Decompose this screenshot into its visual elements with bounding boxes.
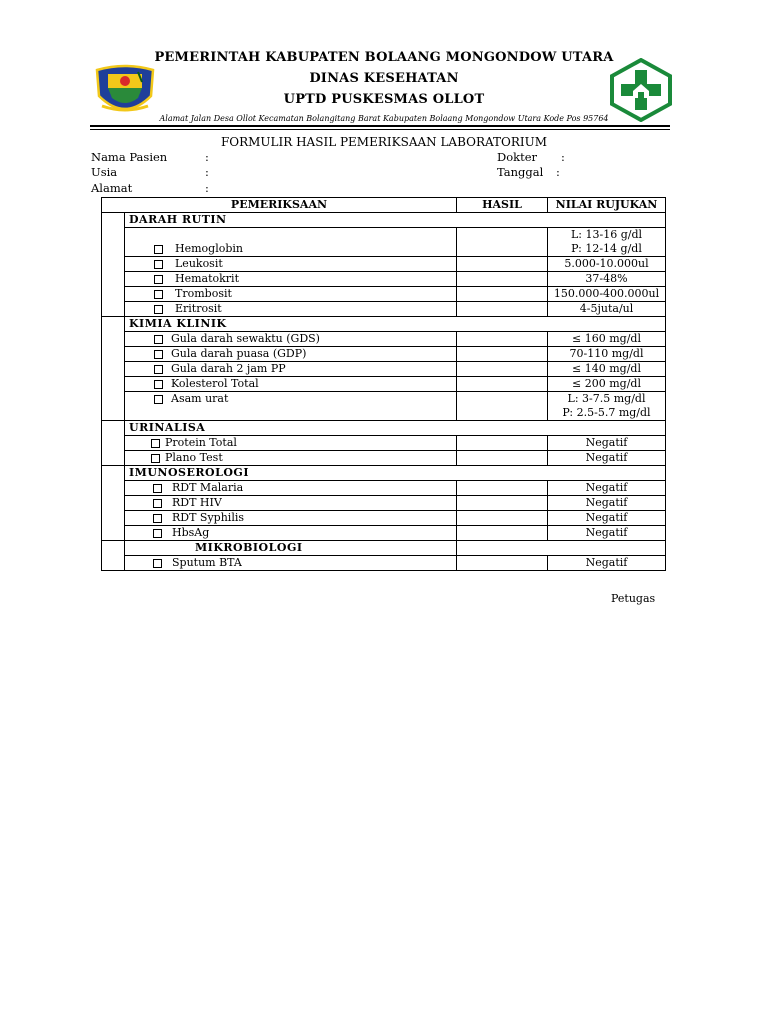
- checkbox[interactable]: [151, 439, 160, 448]
- result-cell[interactable]: [457, 511, 548, 526]
- checkbox[interactable]: [154, 245, 163, 254]
- reference-value: P: 2.5-5.7 mg/dl: [562, 406, 651, 419]
- test-name: Asam urat: [171, 392, 229, 405]
- table-row: [102, 556, 666, 571]
- test-name: RDT Malaria: [172, 481, 244, 494]
- table-row: [102, 272, 666, 287]
- result-cell[interactable]: [457, 362, 548, 377]
- table-row: [102, 526, 666, 541]
- result-cell[interactable]: [457, 347, 548, 362]
- reference-value: Negatif: [548, 436, 666, 451]
- test-name: Hemoglobin: [175, 242, 243, 255]
- header-hasil: HASIL: [457, 198, 548, 213]
- agency-line-2: DINAS KESEHATAN: [309, 71, 459, 86]
- reference-value: Negatif: [548, 511, 666, 526]
- reference-value: Negatif: [548, 556, 666, 571]
- test-name: Plano Test: [165, 451, 223, 464]
- table-row: [102, 302, 666, 317]
- table-row: [102, 511, 666, 526]
- table-row: [102, 228, 666, 257]
- reference-value: 37-48%: [548, 272, 666, 287]
- test-name: Kolesterol Total: [171, 377, 259, 390]
- test-name: HbsAg: [172, 526, 210, 539]
- checkbox[interactable]: [153, 484, 162, 493]
- result-cell[interactable]: [457, 556, 548, 571]
- nama-pasien-colon: :: [205, 150, 209, 164]
- result-cell[interactable]: [457, 481, 548, 496]
- section-row-kimia-klinik: [102, 317, 666, 332]
- test-name: RDT Syphilis: [172, 511, 245, 524]
- letterhead: [0, 0, 768, 130]
- table-row: [102, 332, 666, 347]
- agency-line-1: PEMERINTAH KABUPATEN BOLAANG MONGONDOW UTARA: [154, 50, 614, 65]
- checkbox[interactable]: [154, 350, 163, 359]
- result-cell[interactable]: [457, 526, 548, 541]
- result-cell[interactable]: [457, 392, 548, 421]
- test-name: Protein Total: [165, 436, 237, 449]
- table-header-row: [102, 198, 666, 213]
- table-row: [102, 481, 666, 496]
- reference-value: L: 13-16 g/dl: [570, 228, 643, 241]
- reference-value: 5.000-10.000ul: [548, 257, 666, 272]
- result-cell[interactable]: [457, 228, 548, 257]
- header-pemeriksaan: PEMERIKSAAN: [102, 198, 457, 213]
- section-title: IMUNOSEROLOGI: [125, 466, 666, 481]
- test-name: Gula darah 2 jam PP: [171, 362, 286, 375]
- result-cell[interactable]: [457, 302, 548, 317]
- checkbox[interactable]: [154, 260, 163, 269]
- result-cell[interactable]: [457, 287, 548, 302]
- checkbox[interactable]: [154, 335, 163, 344]
- section-title: MIKROBIOLOGI: [125, 541, 457, 556]
- test-name: Gula darah puasa (GDP): [171, 347, 307, 360]
- reference-value: 70-110 mg/dl: [548, 347, 666, 362]
- checkbox[interactable]: [154, 365, 163, 374]
- test-name: Hematokrit: [175, 272, 239, 285]
- reference-value: Negatif: [548, 481, 666, 496]
- checkbox[interactable]: [151, 454, 160, 463]
- usia-label: Usia: [91, 165, 118, 179]
- test-name: Trombosit: [175, 287, 232, 300]
- test-name: Sputum BTA: [172, 556, 242, 569]
- table-row: [102, 377, 666, 392]
- checkbox[interactable]: [153, 514, 162, 523]
- result-cell[interactable]: [457, 451, 548, 466]
- agency-line-3: UPTD PUSKESMAS OLLOT: [283, 92, 485, 107]
- reference-value: ≤ 160 mg/dl: [548, 332, 666, 347]
- tanggal-label: Tanggal: [497, 165, 544, 179]
- checkbox[interactable]: [153, 499, 162, 508]
- checkbox[interactable]: [154, 305, 163, 314]
- table-row: [102, 392, 666, 421]
- checkbox[interactable]: [153, 529, 162, 538]
- lab-results-table: [101, 197, 666, 571]
- result-cell[interactable]: [457, 496, 548, 511]
- reference-value: 150.000-400.000ul: [548, 287, 666, 302]
- result-cell[interactable]: [457, 272, 548, 287]
- test-name: Eritrosit: [175, 302, 222, 315]
- section-title: KIMIA KLINIK: [125, 317, 666, 332]
- dokter-label: Dokter: [497, 150, 538, 164]
- checkbox[interactable]: [154, 290, 163, 299]
- reference-value: Negatif: [548, 496, 666, 511]
- checkbox[interactable]: [154, 380, 163, 389]
- section-row-mikrobiologi: [102, 541, 666, 556]
- checkbox[interactable]: [153, 559, 162, 568]
- reference-value: P: 12-14 g/dl: [571, 242, 642, 255]
- reference-value: L: 3-7.5 mg/dl: [567, 392, 646, 405]
- reference-value: Negatif: [548, 451, 666, 466]
- nama-pasien-label: Nama Pasien: [91, 150, 168, 164]
- table-row: [102, 287, 666, 302]
- petugas-label: Petugas: [611, 592, 656, 605]
- section-title: URINALISA: [125, 421, 666, 436]
- result-cell[interactable]: [457, 436, 548, 451]
- header-nilai-rujukan: NILAI RUJUKAN: [548, 198, 666, 213]
- section-title: DARAH RUTIN: [125, 213, 666, 228]
- reference-value: ≤ 200 mg/dl: [548, 377, 666, 392]
- section-row-darah-rutin: [102, 213, 666, 228]
- table-row: [102, 496, 666, 511]
- table-row: [102, 451, 666, 466]
- checkbox[interactable]: [154, 395, 163, 404]
- dokter-colon: :: [561, 150, 565, 164]
- test-name: Gula darah sewaktu (GDS): [171, 332, 320, 345]
- checkbox[interactable]: [154, 275, 163, 284]
- letterhead-rule-thin: [90, 129, 670, 130]
- table-row: [102, 257, 666, 272]
- section-row-imunoserologi: [102, 466, 666, 481]
- result-cell[interactable]: [457, 332, 548, 347]
- reference-value: 4-5juta/ul: [548, 302, 666, 317]
- table-row: [102, 362, 666, 377]
- table-row: [102, 347, 666, 362]
- alamat-label: Alamat: [91, 181, 133, 195]
- section-row-urinalisa: [102, 421, 666, 436]
- reference-value: Negatif: [548, 526, 666, 541]
- test-name: RDT HIV: [172, 496, 222, 509]
- usia-colon: :: [205, 165, 209, 179]
- result-cell[interactable]: [457, 257, 548, 272]
- letterhead-rule: [90, 125, 670, 127]
- test-name: Leukosit: [175, 257, 223, 270]
- result-cell[interactable]: [457, 377, 548, 392]
- form-title: FORMULIR HASIL PEMERIKSAAN LABORATORIUM: [220, 135, 548, 149]
- address-line: Alamat Jalan Desa Ollot Kecamatan Bolangitang Barat Kabupaten Bolaang Mongondow Utara Kode Pos 95764: [159, 114, 609, 123]
- alamat-colon: :: [205, 181, 209, 195]
- puskesmas-logo-icon: [608, 58, 674, 122]
- tanggal-colon: :: [556, 165, 560, 179]
- reference-value: ≤ 140 mg/dl: [548, 362, 666, 377]
- table-row: [102, 436, 666, 451]
